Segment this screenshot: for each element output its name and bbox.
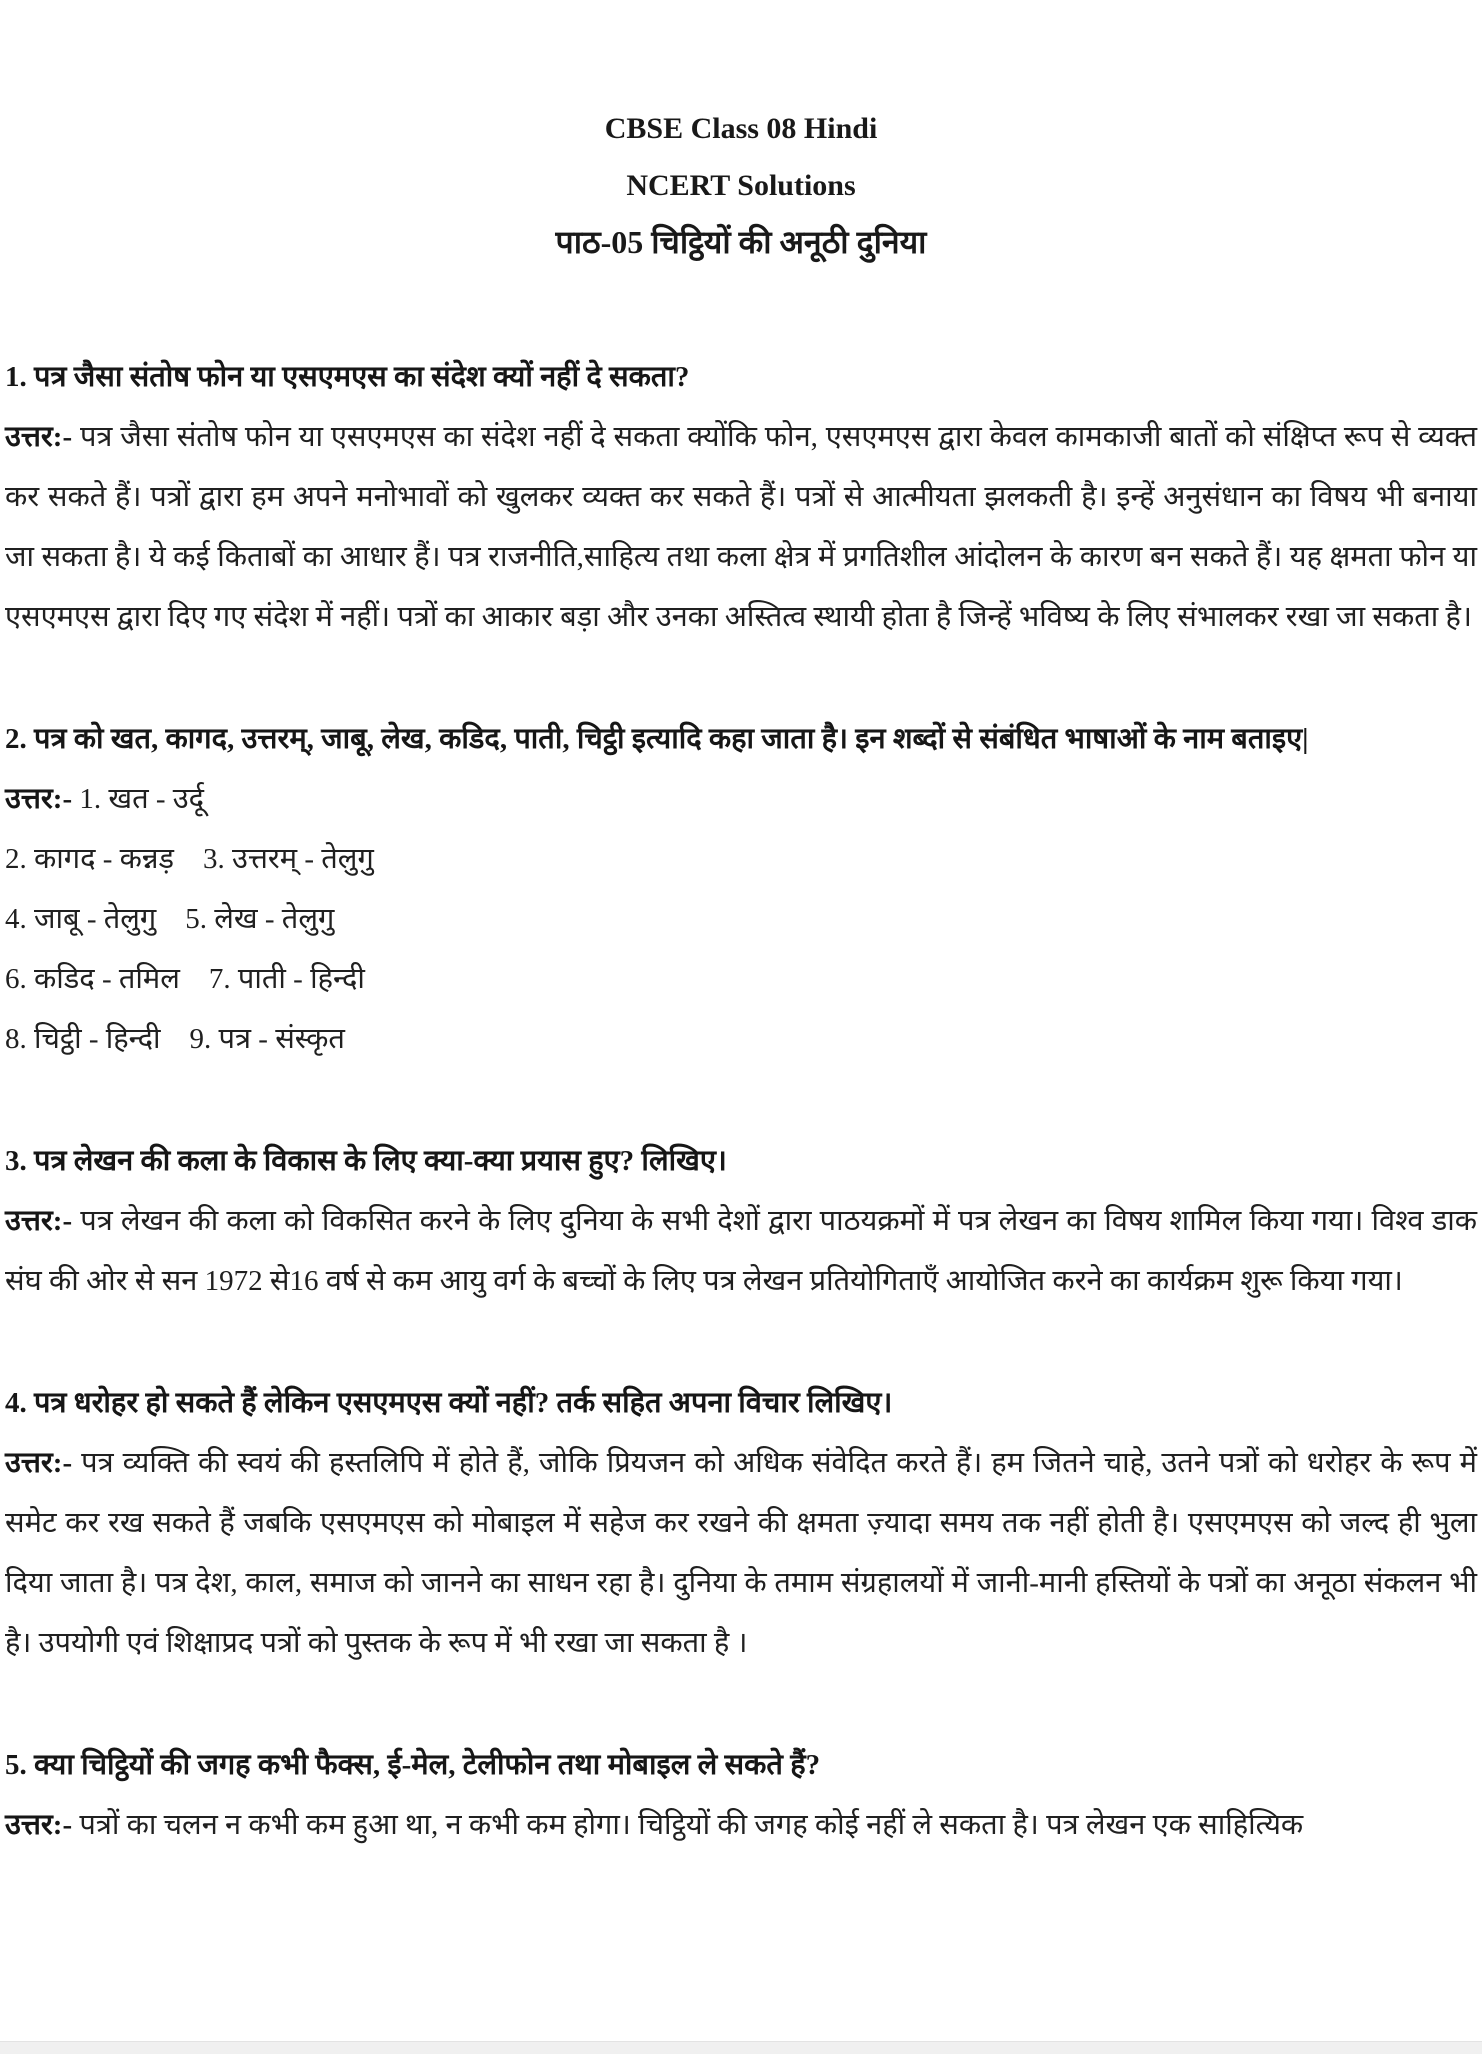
header-chapter-title: पाठ-05 चिट्ठियों की अनूठी दुनिया	[555, 224, 927, 260]
answer-2-line-2: 2. कागद - कन्नड़ 3. उत्तरम् - तेलुगु	[5, 843, 374, 875]
answer-2-paragraph	[5, 769, 1477, 1069]
page-bottom-edge	[0, 2041, 1482, 2054]
answer-4-label: उत्तर:-	[5, 1447, 73, 1479]
document-header	[0, 0, 1482, 271]
header-course-title: CBSE Class 08 Hindi	[604, 112, 878, 145]
answer-4-body: पत्र व्यक्ति की स्वयं की हस्तलिपि में होते हैं, जोकि प्रियजन को अधिक संवेदित करते हैं। हम जितने चाहे, उतने पत्रों को धरोहर के रूप में समेट कर रख सकते हैं जबकि एसएमएस को मोबाइल में सहेज कर रखने की क्षमता ज़्यादा समय तक नहीं होती है। एसएमएस को जल्द ही भुला दिया जाता है। पत्र देश, काल, समाज को जानने का साधन रहा है। दुनिया के तमाम संग्रहालयों में जानी-मानी हस्तियों के पत्रों का अनूठा संकलन भी है। उपयोगी एवं शिक्षाप्रद पत्रों को पुस्तक के रूप में भी रखा जा सकता है ।	[5, 1447, 1477, 1659]
answer-2-line-1: 1. खत - उर्दू	[79, 783, 205, 815]
question-3-text: 3. पत्र लेखन की कला के विकास के लिए क्या-क्या प्रयास हुए? लिखिए।	[5, 1145, 727, 1177]
answer-2-label: उत्तर:-	[5, 783, 73, 815]
answer-3-body: पत्र लेखन की कला को विकसित करने के लिए दुनिया के सभी देशों द्वारा पाठयक्रमों में पत्र लेखन का विषय शामिल किया गया। विश्व डाक संघ की ओर से सन 1972 से16 वर्ष से कम आयु वर्ग के बच्चों के लिए पत्र लेखन प्रतियोगिताएँ आयोजित करने का कार्यक्रम शुरू किया गया।	[5, 1205, 1477, 1297]
qa-content	[0, 347, 1482, 1855]
answer-1-label: उत्तर:-	[5, 421, 73, 453]
qa-block-1	[5, 347, 1477, 647]
question-1-text: 1. पत्र जैसा संतोष फोन या एसएमएस का संदेश क्यों नहीं दे सकता?	[5, 361, 690, 393]
qa-block-2	[5, 709, 1477, 1069]
answer-2-line-3: 4. जाबू - तेलुगु 5. लेख - तेलुगु	[5, 903, 335, 935]
answer-5-label: उत्तर:-	[5, 1809, 73, 1841]
answer-2-line-4: 6. कडिद - तमिल 7. पाती - हिन्दी	[5, 963, 365, 995]
qa-block-4	[5, 1373, 1477, 1673]
question-2-text: 2. पत्र को खत, कागद, उत्तरम्, जाबू, लेख, कडिद, पाती, चिट्ठी इत्यादि कहा जाता है। इन शब्दों से संबंधित भाषाओं के नाम बताइए|	[5, 723, 1309, 755]
answer-4-paragraph	[5, 1433, 1477, 1673]
question-4-text: 4. पत्र धरोहर हो सकते हैं लेकिन एसएमएस क्यों नहीं? तर्क सहित अपना विचार लिखिए।	[5, 1387, 893, 1419]
qa-block-3	[5, 1131, 1477, 1311]
question-5-text: 5. क्या चिट्ठियों की जगह कभी फैक्स, ई-मेल, टेलीफोन तथा मोबाइल ले सकते हैं?	[5, 1749, 821, 1781]
answer-3-paragraph	[5, 1191, 1477, 1311]
header-solutions-title: NCERT Solutions	[626, 169, 856, 202]
answer-1-body: पत्र जैसा संतोष फोन या एसएमएस का संदेश नहीं दे सकता क्योंकि फोन, एसएमएस द्वारा केवल कामकाजी बातों को संक्षिप्त रूप से व्यक्त कर सकते हैं। पत्रों द्वारा हम अपने मनोभावों को खुलकर व्यक्त कर सकते हैं। पत्रों से आत्मीयता झलकती है। इन्हें अनुसंधान का विषय भी बनाया जा सकता है। ये कई किताबों का आधार हैं। पत्र राजनीति,साहित्य तथा कला क्षेत्र में प्रगतिशील आंदोलन के कारण बन सकते हैं। यह क्षमता फोन या एसएमएस द्वारा दिए गए संदेश में नहीं। पत्रों का आकार बड़ा और उनका अस्तित्व स्थायी होता है जिन्हें भविष्य के लिए संभालकर रखा जा सकता है।	[5, 421, 1477, 633]
answer-2-line-5: 8. चिट्ठी - हिन्दी 9. पत्र - संस्कृत	[5, 1023, 345, 1055]
answer-5-paragraph	[5, 1795, 1477, 1855]
answer-3-label: उत्तर:-	[5, 1205, 73, 1237]
answer-1-paragraph	[5, 407, 1477, 647]
qa-block-5	[5, 1735, 1477, 1855]
answer-5-body: पत्रों का चलन न कभी कम हुआ था, न कभी कम होगा। चिट्ठियों की जगह कोई नहीं ले सकता है। पत्र लेखन एक साहित्यिक	[79, 1809, 1304, 1841]
